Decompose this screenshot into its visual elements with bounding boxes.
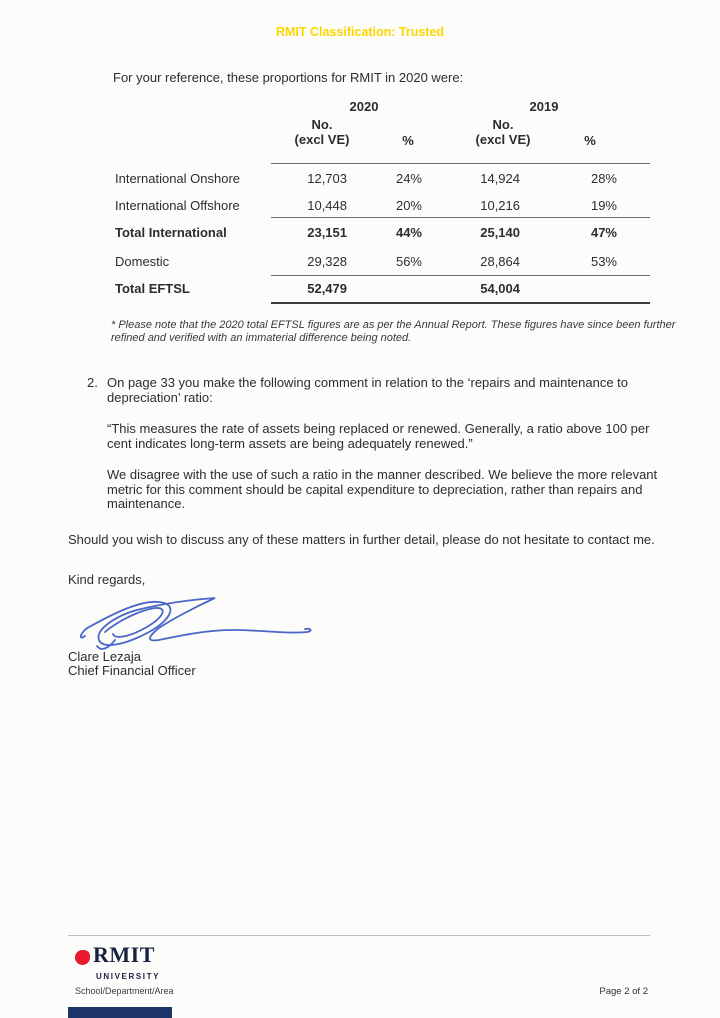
header-no-line2: (excl VE)	[294, 131, 350, 147]
row-no-2020: 52,479	[307, 281, 347, 296]
row-no-2020: 29,328	[307, 254, 347, 269]
header-no-line2: (excl VE)	[475, 131, 531, 147]
table-year-2019: 2019	[529, 99, 559, 114]
classification-banner: RMIT Classification: Trusted	[275, 25, 445, 39]
row-no-2019: 54,004	[480, 281, 520, 296]
signatory-name: Clare Lezaja	[68, 649, 141, 664]
table-row	[0, 255, 720, 270]
row-pct-2020: 20%	[395, 198, 422, 213]
table-year-2020: 2020	[349, 99, 379, 114]
row-label: International Onshore	[115, 171, 241, 186]
table-header-pct-2019: %	[584, 133, 596, 148]
page-number: Page 2 of 2	[599, 986, 648, 997]
closing-contact-text: Should you wish to discuss any of these matters in further detail, please do not hesitate to contact me.	[68, 532, 655, 547]
table-rule-bottom	[271, 302, 650, 304]
header-no-line1: No.	[492, 117, 514, 132]
rmit-logo-icon	[75, 950, 90, 965]
row-pct-2020: 44%	[395, 225, 422, 240]
item2-paragraph: On page 33 you make the following comment in relation to the ‘repairs and maintenance to depreciation’ ratio:	[107, 375, 629, 405]
row-no-2020: 12,703	[307, 171, 347, 186]
intro-text: For your reference, these proportions for RMIT in 2020 were:	[113, 70, 464, 85]
row-pct-2019: 53%	[590, 254, 617, 269]
row-label: Total International	[115, 225, 227, 240]
item2-quote: “This measures the rate of assets being replaced or renewed. Generally, a ratio above 100 per cent indicates long-term assets are being adequately renewed.”	[107, 421, 650, 451]
row-pct-2020: 24%	[395, 171, 422, 186]
row-label: Total EFTSL	[115, 281, 190, 296]
row-no-2020: 10,448	[307, 198, 347, 213]
table-rule-mid	[271, 217, 650, 218]
table-header-no-2020	[272, 118, 372, 147]
table-rule-mid2	[271, 275, 650, 276]
table-rule-top	[271, 163, 650, 164]
table-row-total-eftsl	[0, 282, 720, 297]
rmit-logo-wordmark: RMIT	[93, 942, 155, 967]
row-pct-2020: 56%	[395, 254, 422, 269]
table-header-no-2019	[453, 118, 553, 147]
row-no-2019: 14,924	[480, 171, 520, 186]
header-no-line1: No.	[311, 117, 333, 132]
closing-regards: Kind regards,	[68, 572, 146, 587]
footer-divider	[68, 935, 650, 936]
table-row-total-international	[0, 226, 720, 241]
rmit-logo-university-label: UNIVERSITY	[96, 972, 161, 981]
row-label: International Offshore	[115, 198, 240, 213]
row-label: Domestic	[115, 254, 170, 269]
row-no-2019: 10,216	[480, 198, 520, 213]
signatory-title: Chief Financial Officer	[68, 663, 196, 678]
footer-accent-bar	[68, 1007, 172, 1018]
signature	[75, 592, 325, 654]
row-no-2020: 23,151	[307, 225, 347, 240]
table-footnote: * Please note that the 2020 total EFTSL figures are as per the Annual Report. These figures have since been further refined and verified with an immaterial difference being noted.	[111, 319, 676, 344]
row-pct-2019: 28%	[590, 171, 617, 186]
row-pct-2019: 47%	[590, 225, 617, 240]
row-pct-2019: 19%	[590, 198, 617, 213]
list-item-number: 2.	[87, 375, 98, 390]
table-row	[0, 199, 720, 214]
row-no-2019: 25,140	[480, 225, 520, 240]
table-header-pct-2020: %	[402, 133, 414, 148]
item2-response: We disagree with the use of such a ratio in the manner described. We believe the more relevant metric for this comment should be capital expenditure to depreciation, rather than repairs and maintenance.	[107, 467, 658, 511]
table-row	[0, 172, 720, 187]
footer-department-text: School/Department/Area	[75, 986, 174, 996]
row-no-2019: 28,864	[480, 254, 520, 269]
